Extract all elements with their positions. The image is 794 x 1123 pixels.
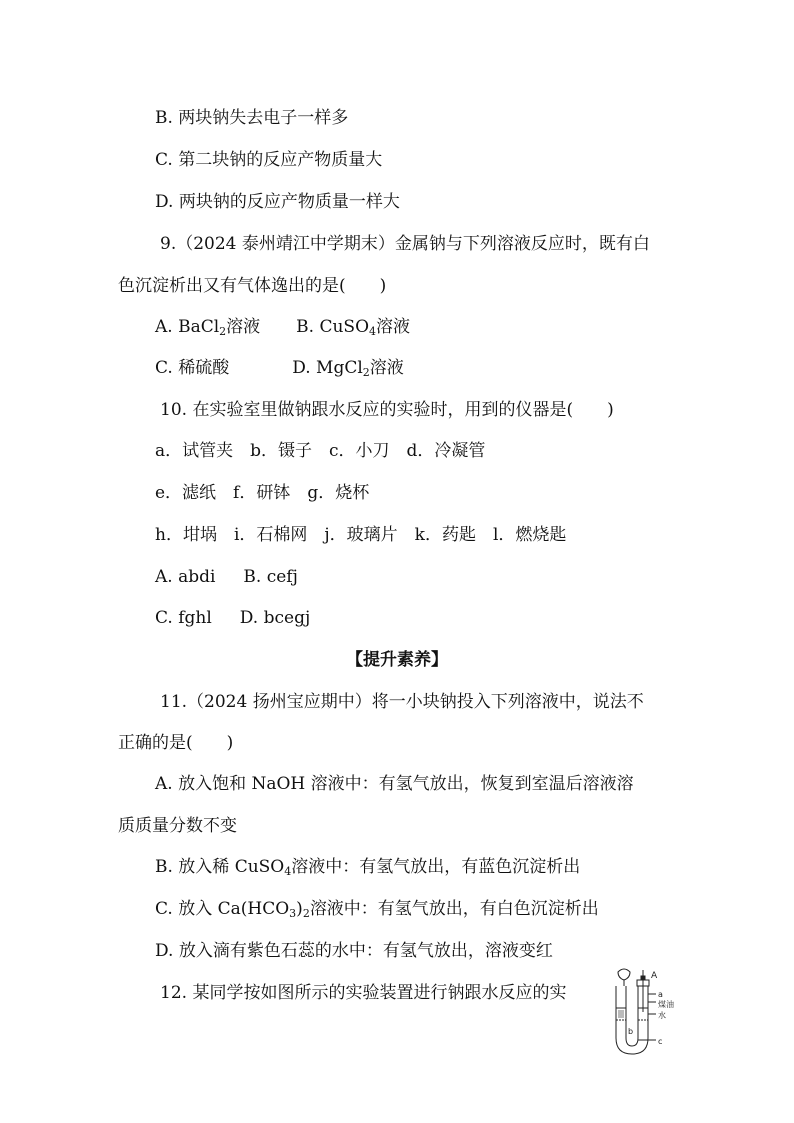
label-oil: 煤油: [658, 1000, 674, 1009]
q9-option-c: C. 稀硫酸: [155, 358, 230, 378]
label-b: b: [628, 1027, 634, 1036]
q9-option-d: D. MgCl$_2$溶液: [292, 358, 404, 379]
label-a: a: [658, 990, 663, 999]
funnel-bulb: [618, 969, 630, 980]
question-9-line-2: 色沉淀析出又有气体逸出的是( ): [118, 276, 387, 296]
q10-option-d: D. bcegj: [239, 608, 311, 628]
question-10: 10. 在实验室里做钠跟水反应的实验时，用到的仪器是( ): [160, 400, 614, 420]
question-10-options-ab: [155, 565, 298, 589]
instrument-list-1: a．试管夹 b．镊子 c．小刀 d．冷凝管: [155, 441, 486, 461]
q9-option-a: A. BaCl$_2$溶液: [155, 317, 261, 338]
label-A: A: [651, 971, 658, 981]
q11-option-d: D. 放入滴有紫色石蕊的水中：有氢气放出，溶液变红: [155, 941, 553, 961]
q11-option-c: C. 放入 $Ca(HCO_3)_2$溶液中：有氢气放出，有白色沉淀析出: [155, 899, 599, 920]
question-11-line-1: 11.（2024 扬州宝应期中）将一小块钠投入下列溶液中，说法不: [160, 692, 644, 712]
label-c: c: [658, 1037, 663, 1046]
instrument-list-2: e．滤纸 f．研钵 g．烧杯: [155, 483, 370, 503]
q10-option-a: A. abdi: [155, 567, 216, 587]
q11-option-a-line-2: 质质量分数不变: [118, 816, 237, 836]
u-tube-apparatus-diagram: [604, 964, 694, 1060]
question-9-options-ab: [155, 315, 410, 339]
question-9-options-cd: [155, 356, 404, 380]
option-d-text: D. 两块钠的反应产物质量一样大: [155, 192, 400, 212]
q9-option-b: B. CuSO$_4$溶液: [296, 317, 411, 338]
q10-option-c: C. fghl: [155, 608, 212, 628]
option-b-text: B. 两块钠失去电子一样多: [155, 108, 349, 128]
instrument-list-3: h．坩埚 i．石棉网 j．玻璃片 k．药匙 l．燃烧匙: [155, 525, 567, 545]
label-water: 水: [658, 1011, 666, 1020]
question-9-line-1: 9.（2024 泰州靖江中学期末）金属钠与下列溶液反应时，既有白: [160, 234, 650, 254]
question-11-line-2: 正确的是( ): [118, 733, 234, 753]
option-c-text: C. 第二块钠的反应产物质量大: [155, 150, 383, 170]
q11-option-a-line-1: A. 放入饱和 NaOH 溶液中：有氢气放出，恢复到室温后溶液溶: [155, 774, 634, 794]
question-12-line-1: 12. 某同学按如图所示的实验装置进行钠跟水反应的实: [160, 983, 567, 1003]
question-10-options-cd: [155, 606, 310, 630]
q10-option-b: B. cefj: [243, 567, 298, 587]
q11-option-b: B. 放入稀 CuSO$_4$溶液中：有氢气放出，有蓝色沉淀析出: [155, 857, 581, 878]
section-heading: 【提升素养】: [346, 650, 448, 670]
